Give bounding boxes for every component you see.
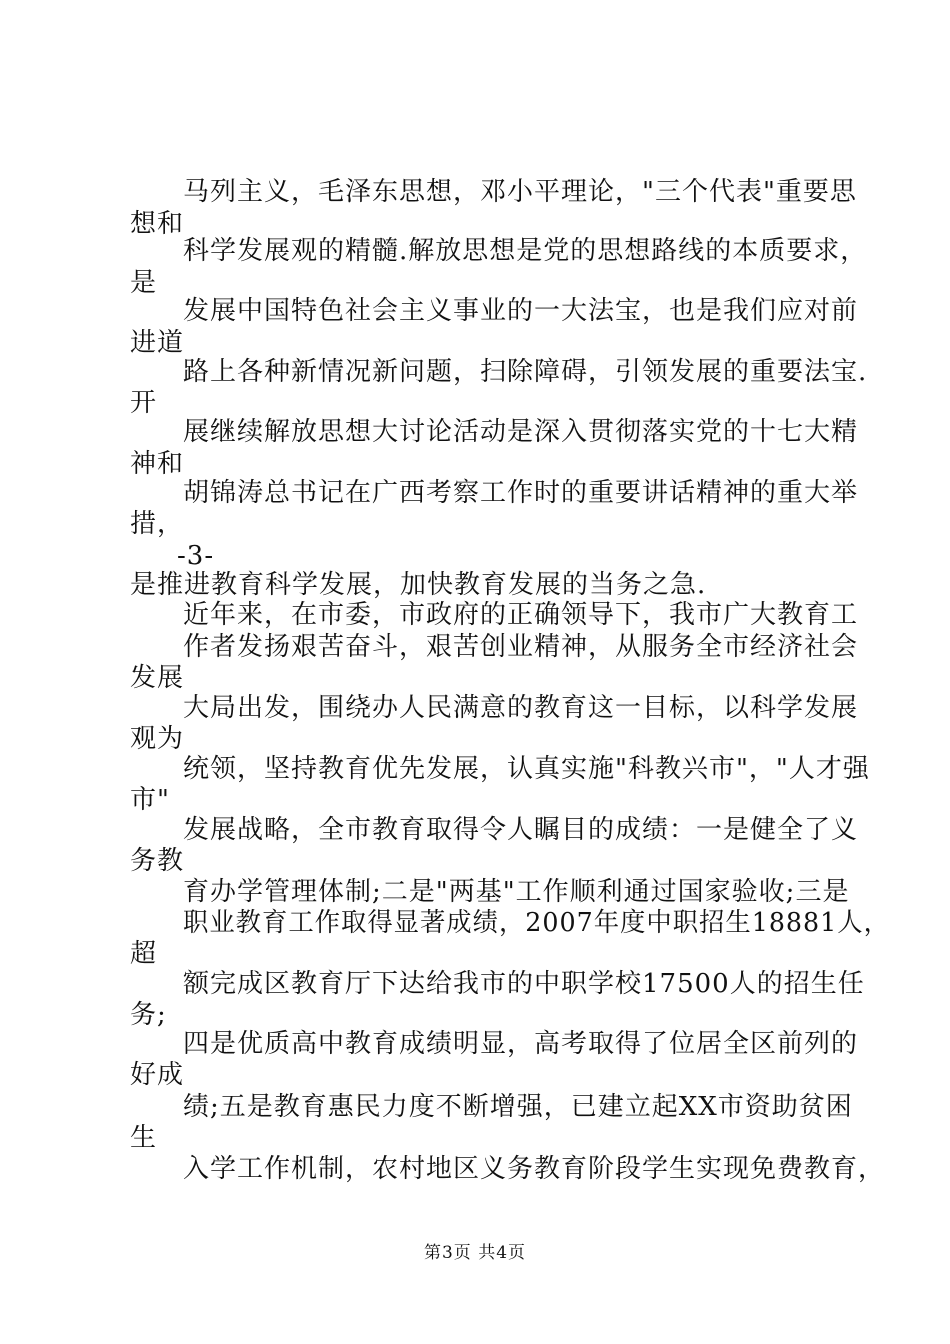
text-line: 胡锦涛总书记在广西考察工作时的重要讲话精神的重大举 <box>183 478 859 508</box>
text-line: 马列主义，毛泽东思想，邓小平理论，"三个代表"重要思 <box>183 177 857 207</box>
text-line: 路上各种新情况新问题，扫除障碍，引领发展的重要法宝. <box>183 357 868 387</box>
text-line: 务; <box>130 1000 167 1030</box>
text-line: 发展中国特色社会主义事业的一大法宝，也是我们应对前 <box>183 296 859 326</box>
text-line: 进道 <box>130 328 185 358</box>
text-line: 科学发展观的精髓.解放思想是党的思想路线的本质要求， <box>183 236 868 266</box>
text-line: 四是优质高中教育成绩明显，高考取得了位居全区前列的 <box>183 1029 859 1059</box>
text-line: 发展战略，全市教育取得令人瞩目的成绩：一是健全了义 <box>183 815 859 845</box>
text-line: 绩;五是教育惠民力度不断增强，已建立起XX市资助贫困 <box>183 1092 853 1122</box>
text-line: 好成 <box>130 1060 185 1090</box>
text-line: 神和 <box>130 449 185 479</box>
text-line: 入学工作机制，农村地区义务教育阶段学生实现免费教育， <box>183 1154 886 1184</box>
text-line: 开 <box>130 388 158 418</box>
text-line: 想和 <box>130 209 185 239</box>
text-line: 生 <box>130 1123 158 1153</box>
text-line: 措， <box>130 509 185 539</box>
text-line: 作者发扬艰苦奋斗，艰苦创业精神，从服务全市经济社会 <box>183 632 859 662</box>
text-line: 近年来，在市委，市政府的正确领导下，我市广大教育工 <box>183 600 859 630</box>
text-line: 超 <box>130 939 158 969</box>
text-line: 市" <box>130 785 170 815</box>
text-line: 额完成区教育厅下达给我市的中职学校17500人的招生任 <box>183 969 865 999</box>
page-footer: 第3页 共4页 <box>423 1243 527 1263</box>
text-line: 是推进教育科学发展，加快教育发展的当务之急. <box>130 570 707 600</box>
text-line: 发展 <box>130 663 185 693</box>
text-line: 展继续解放思想大讨论活动是深入贯彻落实党的十七大精 <box>183 417 859 447</box>
text-line: 育办学管理体制;二是"两基"工作顺利通过国家验收;三是 <box>183 877 850 907</box>
text-line: 是 <box>130 268 158 298</box>
page-marker: -3- <box>177 541 215 571</box>
text-line: 统领，坚持教育优先发展，认真实施"科教兴市"，"人才强 <box>183 754 870 784</box>
text-line: 职业教育工作取得显著成绩，2007年度中职招生18881人， <box>183 908 890 938</box>
text-line: 务教 <box>130 846 185 876</box>
text-line: 观为 <box>130 724 185 754</box>
text-line: 大局出发，围绕办人民满意的教育这一目标，以科学发展 <box>183 693 859 723</box>
